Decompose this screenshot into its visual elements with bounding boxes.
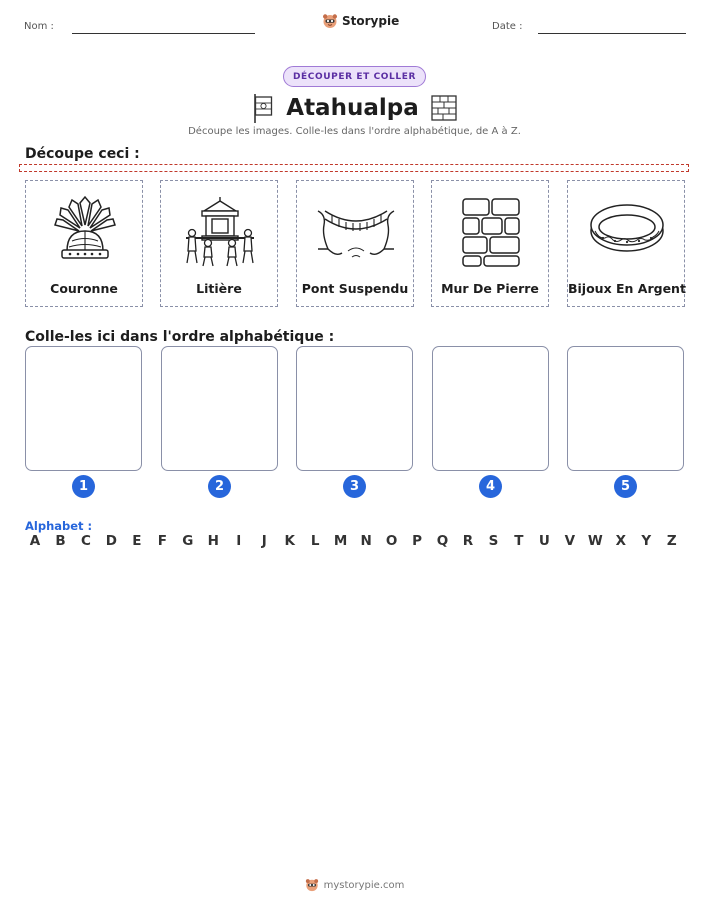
cut-heading: Découpe ceci : bbox=[25, 146, 140, 162]
card-label: Couronne bbox=[50, 281, 118, 296]
card-label: Pont Suspendu bbox=[301, 281, 409, 296]
suspension-bridge-icon bbox=[316, 191, 396, 271]
alphabet-heading: Alphabet : bbox=[25, 519, 93, 533]
slot-number: 1 bbox=[72, 475, 95, 498]
card-label: Mur De Pierre bbox=[441, 281, 539, 296]
cut-line bbox=[19, 164, 689, 172]
alphabet-letter: O bbox=[385, 533, 398, 549]
footer bbox=[0, 878, 709, 892]
alphabet-letter: U bbox=[538, 533, 550, 549]
activity-badge: DÉCOUPER ET COLLER bbox=[283, 66, 426, 87]
date-label: Date : bbox=[492, 21, 523, 32]
alphabet-letter: M bbox=[333, 533, 348, 549]
flag-icon bbox=[252, 92, 274, 124]
alphabet-letter: T bbox=[514, 533, 524, 549]
cut-card[interactable] bbox=[567, 180, 685, 307]
alphabet-letter: C bbox=[80, 533, 91, 549]
card-label: Litière bbox=[196, 281, 242, 296]
alphabet-letter: G bbox=[182, 533, 194, 549]
cut-card[interactable] bbox=[160, 180, 278, 307]
alphabet-letter: H bbox=[207, 533, 219, 549]
slot-number: 2 bbox=[208, 475, 231, 498]
brand-name: Storypie bbox=[342, 14, 400, 28]
alphabet-letter: B bbox=[55, 533, 66, 549]
alphabet-letter: Z bbox=[666, 533, 677, 549]
slot-number: 5 bbox=[614, 475, 637, 498]
alphabet-letter: N bbox=[360, 533, 372, 549]
alphabet-row bbox=[23, 533, 684, 549]
cut-card[interactable] bbox=[25, 180, 143, 307]
instructions: Découpe les images. Colle-les dans l'ordre alphabétique, de A à Z. bbox=[188, 126, 521, 137]
paste-heading: Colle-les ici dans l'ordre alphabétique : bbox=[25, 329, 335, 345]
silver-bracelet-icon bbox=[587, 191, 667, 271]
alphabet-letter: D bbox=[105, 533, 118, 549]
alphabet-letter: F bbox=[157, 533, 167, 549]
alphabet-letter: I bbox=[236, 533, 242, 549]
paste-box[interactable] bbox=[567, 346, 684, 471]
paste-box[interactable] bbox=[161, 346, 278, 471]
mascot-icon bbox=[305, 878, 319, 892]
cut-card[interactable] bbox=[296, 180, 414, 307]
alphabet-letter: S bbox=[488, 533, 499, 549]
date-line[interactable] bbox=[538, 33, 686, 34]
paste-box[interactable] bbox=[296, 346, 413, 471]
alphabet-letter: V bbox=[564, 533, 576, 549]
footer-site[interactable]: mystorypie.com bbox=[323, 879, 405, 891]
alphabet-letter: W bbox=[587, 533, 603, 549]
alphabet-letter: R bbox=[462, 533, 474, 549]
alphabet-letter: Y bbox=[641, 533, 652, 549]
stone-wall-icon bbox=[451, 191, 531, 271]
alphabet-letter: P bbox=[412, 533, 422, 549]
alphabet-letter: Q bbox=[436, 533, 449, 549]
alphabet-letter: L bbox=[310, 533, 320, 549]
crown-icon bbox=[45, 191, 125, 271]
alphabet-letter: J bbox=[261, 533, 267, 549]
paste-box[interactable] bbox=[432, 346, 549, 471]
page-title: Atahualpa bbox=[286, 95, 419, 121]
card-label: Bijoux En Argent bbox=[568, 281, 686, 296]
name-label: Nom : bbox=[24, 21, 54, 32]
name-line[interactable] bbox=[72, 33, 255, 34]
mascot-icon bbox=[322, 13, 338, 29]
cut-card[interactable] bbox=[431, 180, 549, 307]
paste-box[interactable] bbox=[25, 346, 142, 471]
slot-number: 4 bbox=[479, 475, 502, 498]
alphabet-letter: X bbox=[615, 533, 626, 549]
alphabet-letter: E bbox=[132, 533, 142, 549]
alphabet-letter: K bbox=[284, 533, 295, 549]
wall-icon bbox=[431, 95, 457, 121]
slot-number: 3 bbox=[343, 475, 366, 498]
title-row bbox=[220, 91, 489, 125]
litter-icon bbox=[180, 191, 260, 271]
alphabet-letter: A bbox=[29, 533, 41, 549]
storypie-logo bbox=[322, 13, 399, 29]
